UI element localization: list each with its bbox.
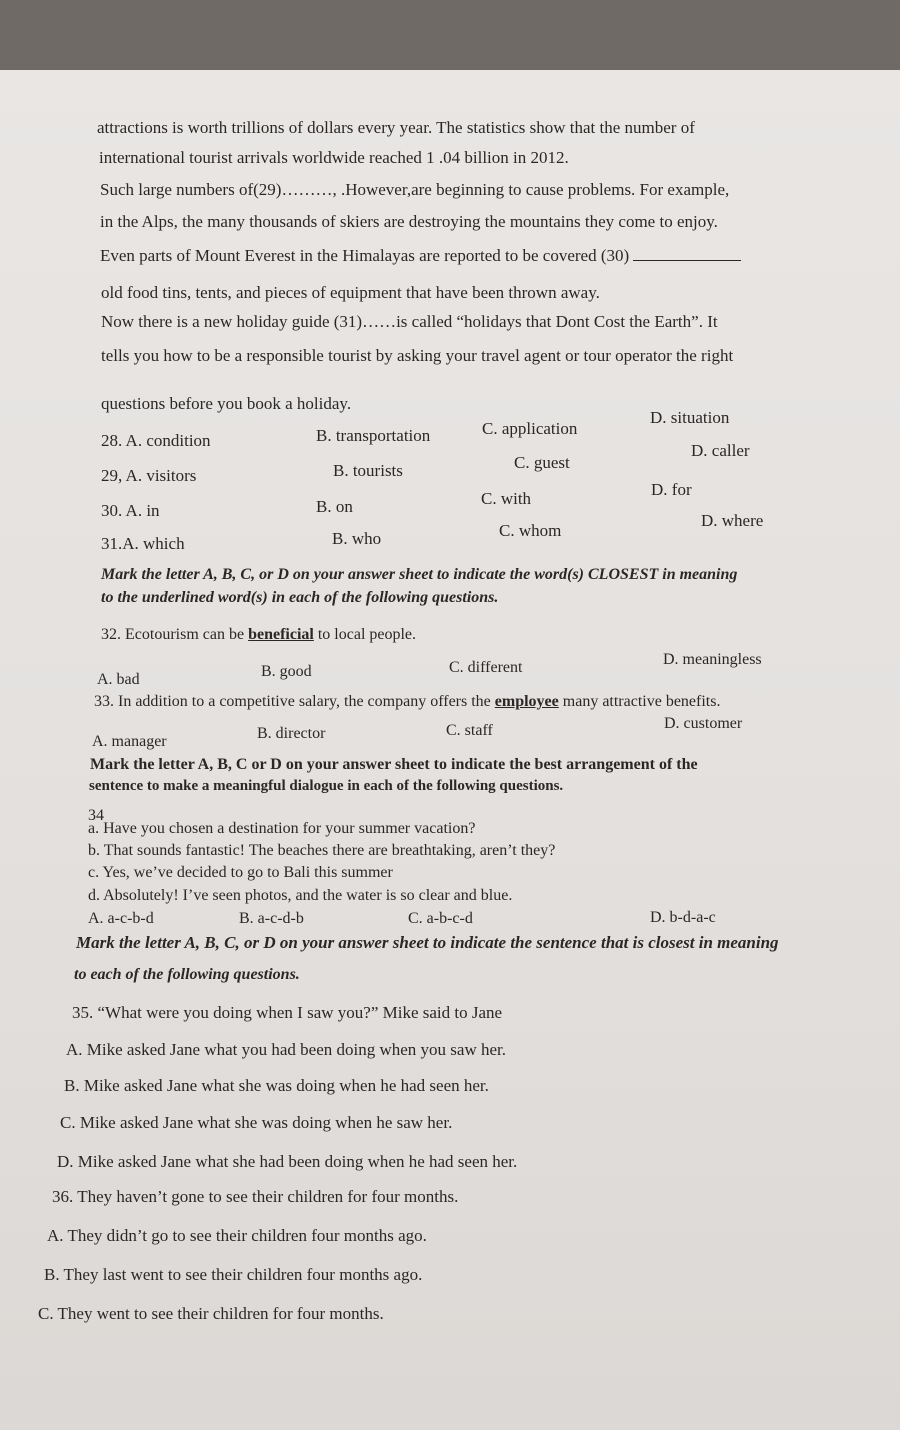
q32-stem: 32. Ecotourism can be beneficial to local people. <box>101 626 417 643</box>
passage-line-8: tells you how to be a responsible tourist by asking your travel agent or tour operator the right <box>101 346 734 365</box>
q35-stem: 35. “What were you doing when I saw you?” Mike said to Jane <box>72 1003 503 1022</box>
passage-line-4: in the Alps, the many thousands of skiers are destroying the mountains they come to enjoy. <box>100 212 718 231</box>
q31-option-d: D. where <box>701 511 764 530</box>
q35-option-d: D. Mike asked Jane what she had been doing when he had seen her. <box>57 1152 518 1171</box>
q34-number: 34 <box>88 807 104 824</box>
q32-option-c: C. different <box>449 659 523 676</box>
passage-line-7: Now there is a new holiday guide (31)……is called “holidays that Dont Cost the Earth”. It <box>101 312 718 331</box>
answer-blank <box>633 250 741 261</box>
q28-option-c: C. application <box>482 419 578 438</box>
q32-option-b: B. good <box>261 663 312 680</box>
q32-option-d: D. meaningless <box>663 651 762 668</box>
q29-option-d: D. caller <box>691 441 750 460</box>
instruction-sentence-meaning-line-1: Mark the letter A, B, C, or D on your answer sheet to indicate the sentence that is closest in meaning <box>76 933 779 952</box>
passage-line-2: international tourist arrivals worldwide reached 1 .04 billion in 2012. <box>99 148 569 167</box>
q33-stem: 33. In addition to a competitive salary, the company offers the employee many attractive benefits. <box>94 693 721 710</box>
q34-sentence-c: c. Yes, we’ve decided to go to Bali this summer <box>88 864 393 881</box>
q31-option-a: 31.A. which <box>101 534 185 553</box>
instruction-closest-meaning-line-1: Mark the letter A, B, C, or D on your answer sheet to indicate the word(s) CLOSEST in meaning <box>101 566 738 583</box>
q33-option-a: A. manager <box>92 733 167 750</box>
q36-option-c: C. They went to see their children for four months. <box>38 1304 384 1323</box>
q34-sentence-d: d. Absolutely! I’ve seen photos, and the water is so clear and blue. <box>88 887 513 904</box>
q30-option-a: 30. A. in <box>101 501 160 520</box>
q34-option-b: B. a-c-d-b <box>239 910 304 927</box>
underlined-word: employee <box>494 693 559 710</box>
passage-line-1: attractions is worth trillions of dollars every year. The statistics show that the number of <box>97 118 695 137</box>
instruction-sentence-meaning-line-2: to each of the following questions. <box>74 966 300 983</box>
q33-option-d: D. customer <box>664 715 743 732</box>
passage-line-3: Such large numbers of(29)………, .However,are beginning to cause problems. For example, <box>100 180 730 199</box>
q28-option-a: 28. A. condition <box>101 431 211 450</box>
passage-line-6: old food tins, tents, and pieces of equipment that have been thrown away. <box>101 283 600 302</box>
q31-option-c: C. whom <box>499 521 562 540</box>
q34-sentence-b: b. That sounds fantastic! The beaches there are breathtaking, aren’t they? <box>88 842 556 859</box>
instruction-arrangement-line-1: Mark the letter A, B, C or D on your answer sheet to indicate the best arrangement of the <box>90 756 698 773</box>
q33-option-c: C. staff <box>446 722 493 739</box>
q34-option-d: D. b-d-a-c <box>650 909 716 926</box>
q34-option-a: A. a-c-b-d <box>88 910 154 927</box>
underlined-word: beneficial <box>248 626 314 643</box>
q35-option-b: B. Mike asked Jane what she was doing when he had seen her. <box>64 1076 489 1095</box>
q30-option-d: D. for <box>651 480 692 499</box>
q31-option-b: B. who <box>332 529 382 548</box>
q30-option-c: C. with <box>481 489 532 508</box>
q29-option-b: B. tourists <box>333 461 403 480</box>
q28-option-b: B. transportation <box>316 426 431 445</box>
instruction-closest-meaning-line-2: to the underlined word(s) in each of the following questions. <box>101 589 499 606</box>
q32-option-a: A. bad <box>97 671 140 688</box>
instruction-arrangement-line-2: sentence to make a meaningful dialogue in each of the following questions. <box>89 778 564 794</box>
passage-line-5: Even parts of Mount Everest in the Himalayas are reported to be covered (30) <box>100 246 741 266</box>
q29-option-c: C. guest <box>514 453 570 472</box>
q28-option-d: D. situation <box>650 408 730 427</box>
q33-option-b: B. director <box>257 725 326 742</box>
q34-sentence-a: a. Have you chosen a destination for your summer vacation? <box>88 820 476 837</box>
passage-line-9: questions before you book a holiday. <box>101 394 352 413</box>
q29-option-a: 29, A. visitors <box>101 466 197 485</box>
q36-option-a: A. They didn’t go to see their children four months ago. <box>47 1226 427 1245</box>
q34-option-c: C. a-b-c-d <box>408 910 473 927</box>
q30-option-b: B. on <box>316 497 353 516</box>
q35-option-a: A. Mike asked Jane what you had been doing when you saw her. <box>66 1040 507 1059</box>
q36-stem: 36. They haven’t gone to see their children for four months. <box>52 1187 459 1206</box>
q35-option-c: C. Mike asked Jane what she was doing when he saw her. <box>60 1113 453 1132</box>
q36-option-b: B. They last went to see their children four months ago. <box>44 1265 423 1284</box>
